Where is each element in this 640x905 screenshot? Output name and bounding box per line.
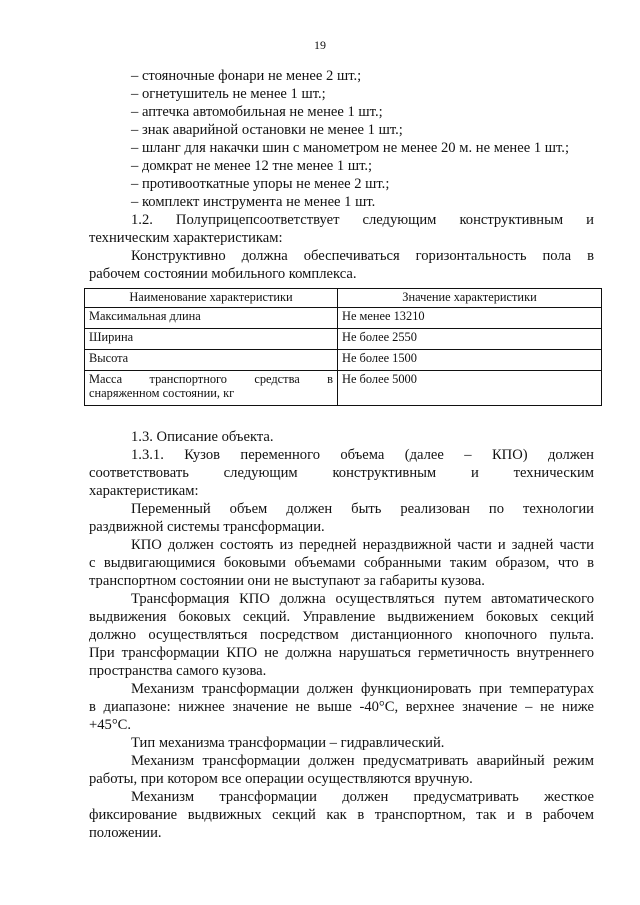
table-header-row [85,289,602,308]
paragraph-line: раздвижной системы трансформации. [89,519,325,535]
list-item: – знак аварийной остановки не менее 1 шт.; [131,122,403,138]
paragraph-line: в диапазоне: нижнее значение не выше -40°С, верхнее значение – не ниже [89,699,594,715]
page-number: 19 [314,38,326,52]
table-row [85,371,602,406]
cell-value: Не более 1500 [338,350,602,371]
table-row [85,350,602,371]
paragraph-line: Трансформация КПО должна осуществляться путем автоматического [131,591,594,607]
paragraph-line: 1.3.1. Кузов переменного объема (далее – КПО) должен [131,447,594,463]
paragraph-line: Механизм трансформации должен предусматривать жесткое [131,789,594,805]
column-header-name: Наименование характеристики [85,289,338,308]
list-item: – комплект инструмента не менее 1 шт. [131,194,376,210]
paragraph-line: характеристикам: [89,483,199,499]
paragraph-line: Конструктивно должна обеспечиваться горизонтальность пола в [131,248,594,264]
paragraph-line: техническим характеристикам: [89,230,283,246]
paragraph-line: фиксирование выдвижных секций как в транспортном, так и в рабочем [89,807,594,823]
list-item: – аптечка автомобильная не менее 1 шт.; [131,104,383,120]
cell-name: Высота [85,350,338,371]
paragraph-line: транспортном состоянии они не выступают за габариты кузова. [89,573,485,589]
list-item: – противооткатные упоры не менее 2 шт.; [131,176,390,192]
paragraph-line: соответствовать следующим конструктивным и техническим [89,465,594,481]
paragraph-line: 1.2. Полуприцепсоответствует следующим конструктивным и [131,212,594,228]
paragraph-line: При трансформации КПО не должна нарушаться герметичность внутреннего [89,645,594,661]
cell-value: Не менее 13210 [338,308,602,329]
paragraph-line: +45°С. [89,717,132,733]
paragraph-line: Тип механизма трансформации – гидравлический. [131,735,445,751]
paragraph-line: должно осуществляться посредством дистанционного кнопочного пульта. [89,627,594,643]
specifications-table [84,288,602,406]
cell-name: Масса транспортного средства в снаряженном состоянии, кг [85,371,338,406]
paragraph-line: Механизм трансформации должен функционировать при температурах [131,681,594,697]
list-item: – шланг для накачки шин с манометром не менее 20 м. не менее 1 шт.; [131,140,569,156]
paragraph-line: выдвижения боковых секций. Управление выдвижением боковых секций [89,609,594,625]
cell-name: Ширина [85,329,338,350]
list-item: – домкрат не менее 12 тне менее 1 шт.; [131,158,373,174]
paragraph-line: Механизм трансформации должен предусматривать аварийный режим [131,753,594,769]
paragraph-line: с выдвигающимися боковыми объемами собранными таким образом, что в [89,555,594,571]
paragraph-line: положении. [89,825,162,841]
paragraph-line: работы, при котором все операции осуществляются вручную. [89,771,473,787]
paragraph-line: Переменный объем должен быть реализован по технологии [131,501,594,517]
paragraph-line: пространства самого кузова. [89,663,267,679]
list-item: – огнетушитель не менее 1 шт.; [131,86,326,102]
column-header-value: Значение характеристики [338,289,602,308]
paragraph-line: КПО должен состоять из передней нераздвижной части и задней части [131,537,594,553]
section-title: 1.3. Описание объекта. [131,429,274,445]
cell-name: Максимальная длина [85,308,338,329]
cell-value: Не более 5000 [338,371,602,406]
table-row [85,329,602,350]
paragraph-line: рабочем состоянии мобильного комплекса. [89,266,357,282]
list-item: – стояночные фонари не менее 2 шт.; [131,68,362,84]
table-row [85,308,602,329]
cell-value: Не более 2550 [338,329,602,350]
